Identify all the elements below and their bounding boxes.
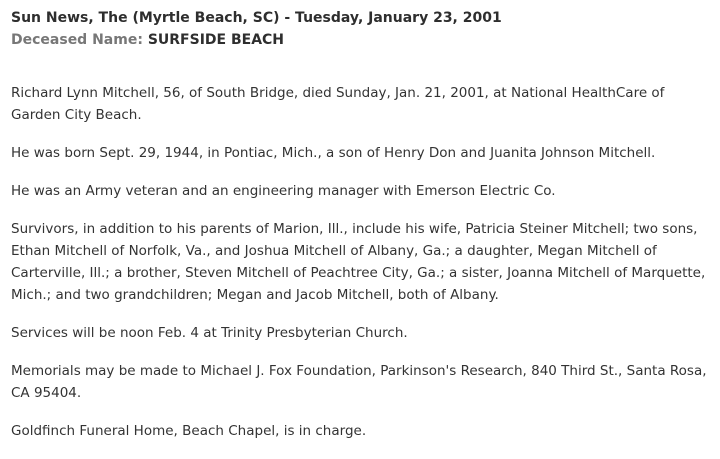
source-title: Sun News, The (Myrtle Beach, SC) - Tuesday, January 23, 2001	[11, 10, 502, 26]
deceased-name-label: Deceased Name:	[11, 32, 143, 48]
obituary-paragraph: He was an Army veteran and an engineering manager with Emerson Electric Co.	[11, 183, 556, 199]
obituary-paragraph: Memorials may be made to Michael J. Fox Foundation, Parkinson's Research, 840 Third St., Santa Rosa, CA 95404.	[11, 363, 707, 401]
obituary-body	[11, 82, 720, 442]
obituary-paragraph: Survivors, in addition to his parents of Marion, Ill., include his wife, Patricia Steiner Mitchell; two sons, Ethan Mitchell of Norfolk, Va., and Joshua Mitchell of Albany, Ga.; a daughter, Megan Mitchell of Carterville, Ill.; a brother, Steven Mitchell of Peachtree City, Ga.; a sister, Joanna Mitchell of Marquette, Mich.; and two grandchildren; Megan and Jacob Mitchell, both of Albany.	[11, 221, 706, 303]
obituary-paragraph: Richard Lynn Mitchell, 56, of South Bridge, died Sunday, Jan. 21, 2001, at National HealthCare of Garden City Beach.	[11, 85, 665, 123]
obituary-paragraph: He was born Sept. 29, 1944, in Pontiac, Mich., a son of Henry Don and Juanita Johnson Mitchell.	[11, 145, 656, 161]
obituary-paragraph: Goldfinch Funeral Home, Beach Chapel, is in charge.	[11, 423, 367, 439]
obituary-paragraph: Services will be noon Feb. 4 at Trinity Presbyterian Church.	[11, 325, 408, 341]
deceased-name-value: SURFSIDE BEACH	[147, 32, 285, 48]
deceased-name-line	[11, 29, 720, 51]
